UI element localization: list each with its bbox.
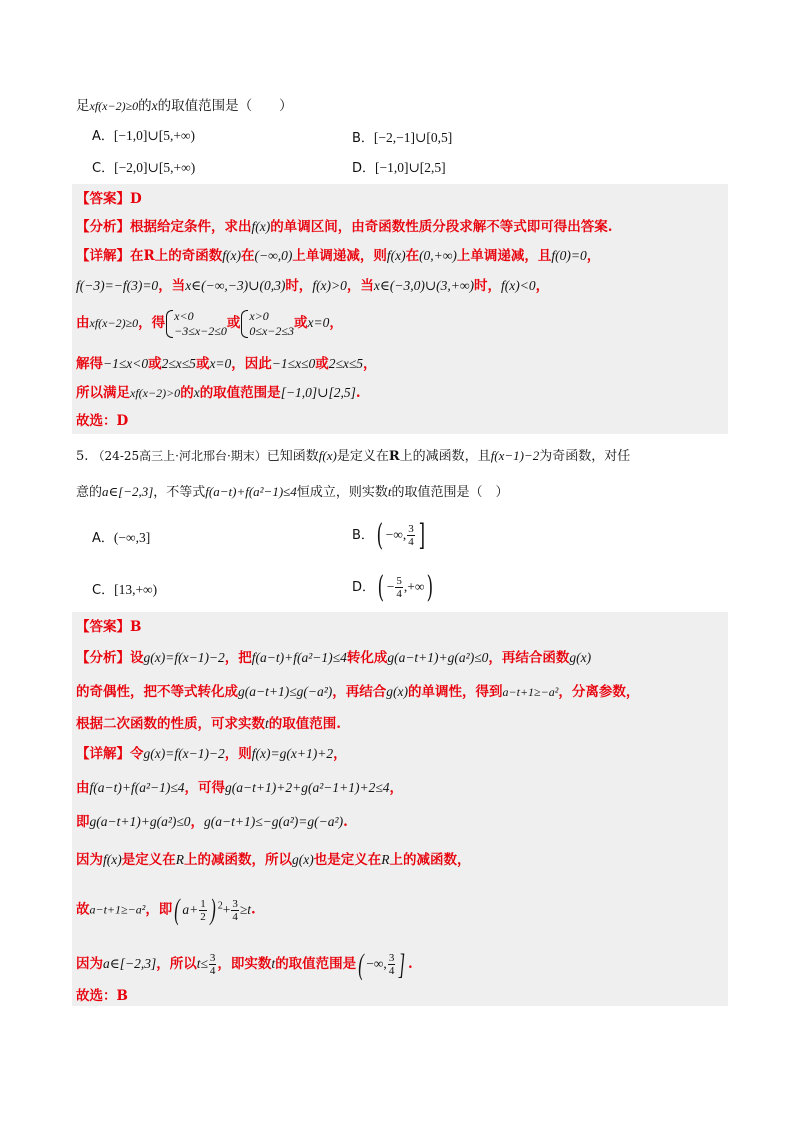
- q4-stem: 足xf(x−2)≥0的x的取值范围是（ ）: [76, 98, 293, 114]
- s5-detail-line-6: 因为a∈[−2,3]，所以t≤ $\frac{3}{4}$ ，即实数t的取值范围是( −∞, $\frac{3}{4}$ ] .: [76, 947, 413, 981]
- q5-stem-line-1: 5. （24-25高三上·河北邢台·期末）已知函数f(x)是定义在R上的减函数，且f(x−1)−2为奇函数，对任: [76, 448, 631, 464]
- s5-analysis-line-1: 【分析】设g(x)=f(x−1)−2，把f(a−t)+f(a²−1)≤4转化成g(a−t+1)+g(a²)≤0，再结合函数g(x): [76, 650, 592, 666]
- s5-detail-line-3: 即g(a−t+1)+g(a²)≤0，g(a−t+1)≤−g(a²)=g(−a²).: [76, 814, 348, 830]
- q4-option-d[interactable]: D．[−1,0]∪[2,5]: [352, 160, 446, 176]
- system-2: x>0 0≤x−2≤3: [240, 309, 294, 339]
- s4-detail-line-4: 解得−1≤x<0或2≤x≤5或x=0，因此−1≤x≤0或2≤x≤5，: [76, 356, 377, 372]
- q5-option-c[interactable]: C．[13,+∞): [92, 582, 158, 598]
- s4-choice: 故选：D: [76, 413, 129, 429]
- s4-detail-line-3: 由xf(x−2)≥0，得 x<0 −3≤x−2≤0 或 x>0 0≤x−2≤3 或x=0，: [76, 308, 343, 338]
- s4-detail-line-5: 所以满足xf(x−2)>0的x的取值范围是[−1,0]∪[2,5].: [76, 385, 361, 401]
- s4-analysis: 【分析】根据给定条件，求出f(x)的单调区间，由奇函数性质分段求解不等式即可得出答案.: [76, 219, 613, 235]
- q4-option-b[interactable]: B．[−2,−1]∪[0,5]: [352, 130, 453, 146]
- s4-detail-line-1: 【详解】在R上的奇函数f(x)在(−∞,0)上单调递减，则f(x)在(0,+∞)上单调递减，且f(0)=0，: [76, 248, 601, 264]
- s5-analysis-line-2: 的奇偶性，把不等式转化成g(a−t+1)≤g(−a²)，再结合g(x)的单调性，得到a−t+1≥−a²，分离参数，: [76, 684, 640, 700]
- q5-option-a[interactable]: A．(−∞,3]: [92, 530, 151, 546]
- q4-option-a[interactable]: A．[−1,0]∪[5,+∞): [92, 128, 196, 144]
- s4-detail-line-2: f(−3)=−f(3)=0，当x∈(−∞,−3)∪(0,3)时，f(x)>0，当x∈(−3,0)∪(3,+∞)时，f(x)<0，: [76, 278, 550, 294]
- q5-stem-line-2: 意的a∈[−2,3]，不等式f(a−t)+f(a²−1)≤4恒成立，则实数t的取值范围是（ ）: [76, 484, 509, 500]
- s5-answer: 【答案】B: [76, 619, 142, 635]
- q5-option-b[interactable]: B．( −∞, $\frac{3}{4}$ ]: [352, 517, 425, 553]
- q4-option-c[interactable]: C．[−2,0]∪[5,+∞): [92, 160, 196, 176]
- s5-analysis-line-3: 根据二次函数的性质，可求实数t的取值范围.: [76, 716, 341, 732]
- s5-detail-line-2: 由f(a−t)+f(a²−1)≤4，可得g(a−t+1)+2+g(a²−1+1)+2≤4，: [76, 780, 403, 796]
- q5-option-d[interactable]: D．( − $\frac{5}{4}$ ,+∞): [352, 569, 434, 605]
- system-1: x<0 −3≤x−2≤0: [165, 309, 227, 339]
- s5-detail-line-1: 【详解】令g(x)=f(x−1)−2，则f(x)=g(x+1)+2，: [76, 746, 347, 762]
- s5-detail-line-4: 因为f(x)是定义在R上的减函数，所以g(x)也是定义在R上的减函数，: [76, 852, 471, 868]
- s5-detail-line-5: 故a−t+1≥−a²，即( a+ $\frac{1}{2}$ ) $^2$+ $\frac{3}{4}$ ≥t.: [76, 893, 256, 927]
- s5-choice: 故选：B: [76, 988, 128, 1004]
- s4-answer: 【答案】D: [76, 191, 142, 207]
